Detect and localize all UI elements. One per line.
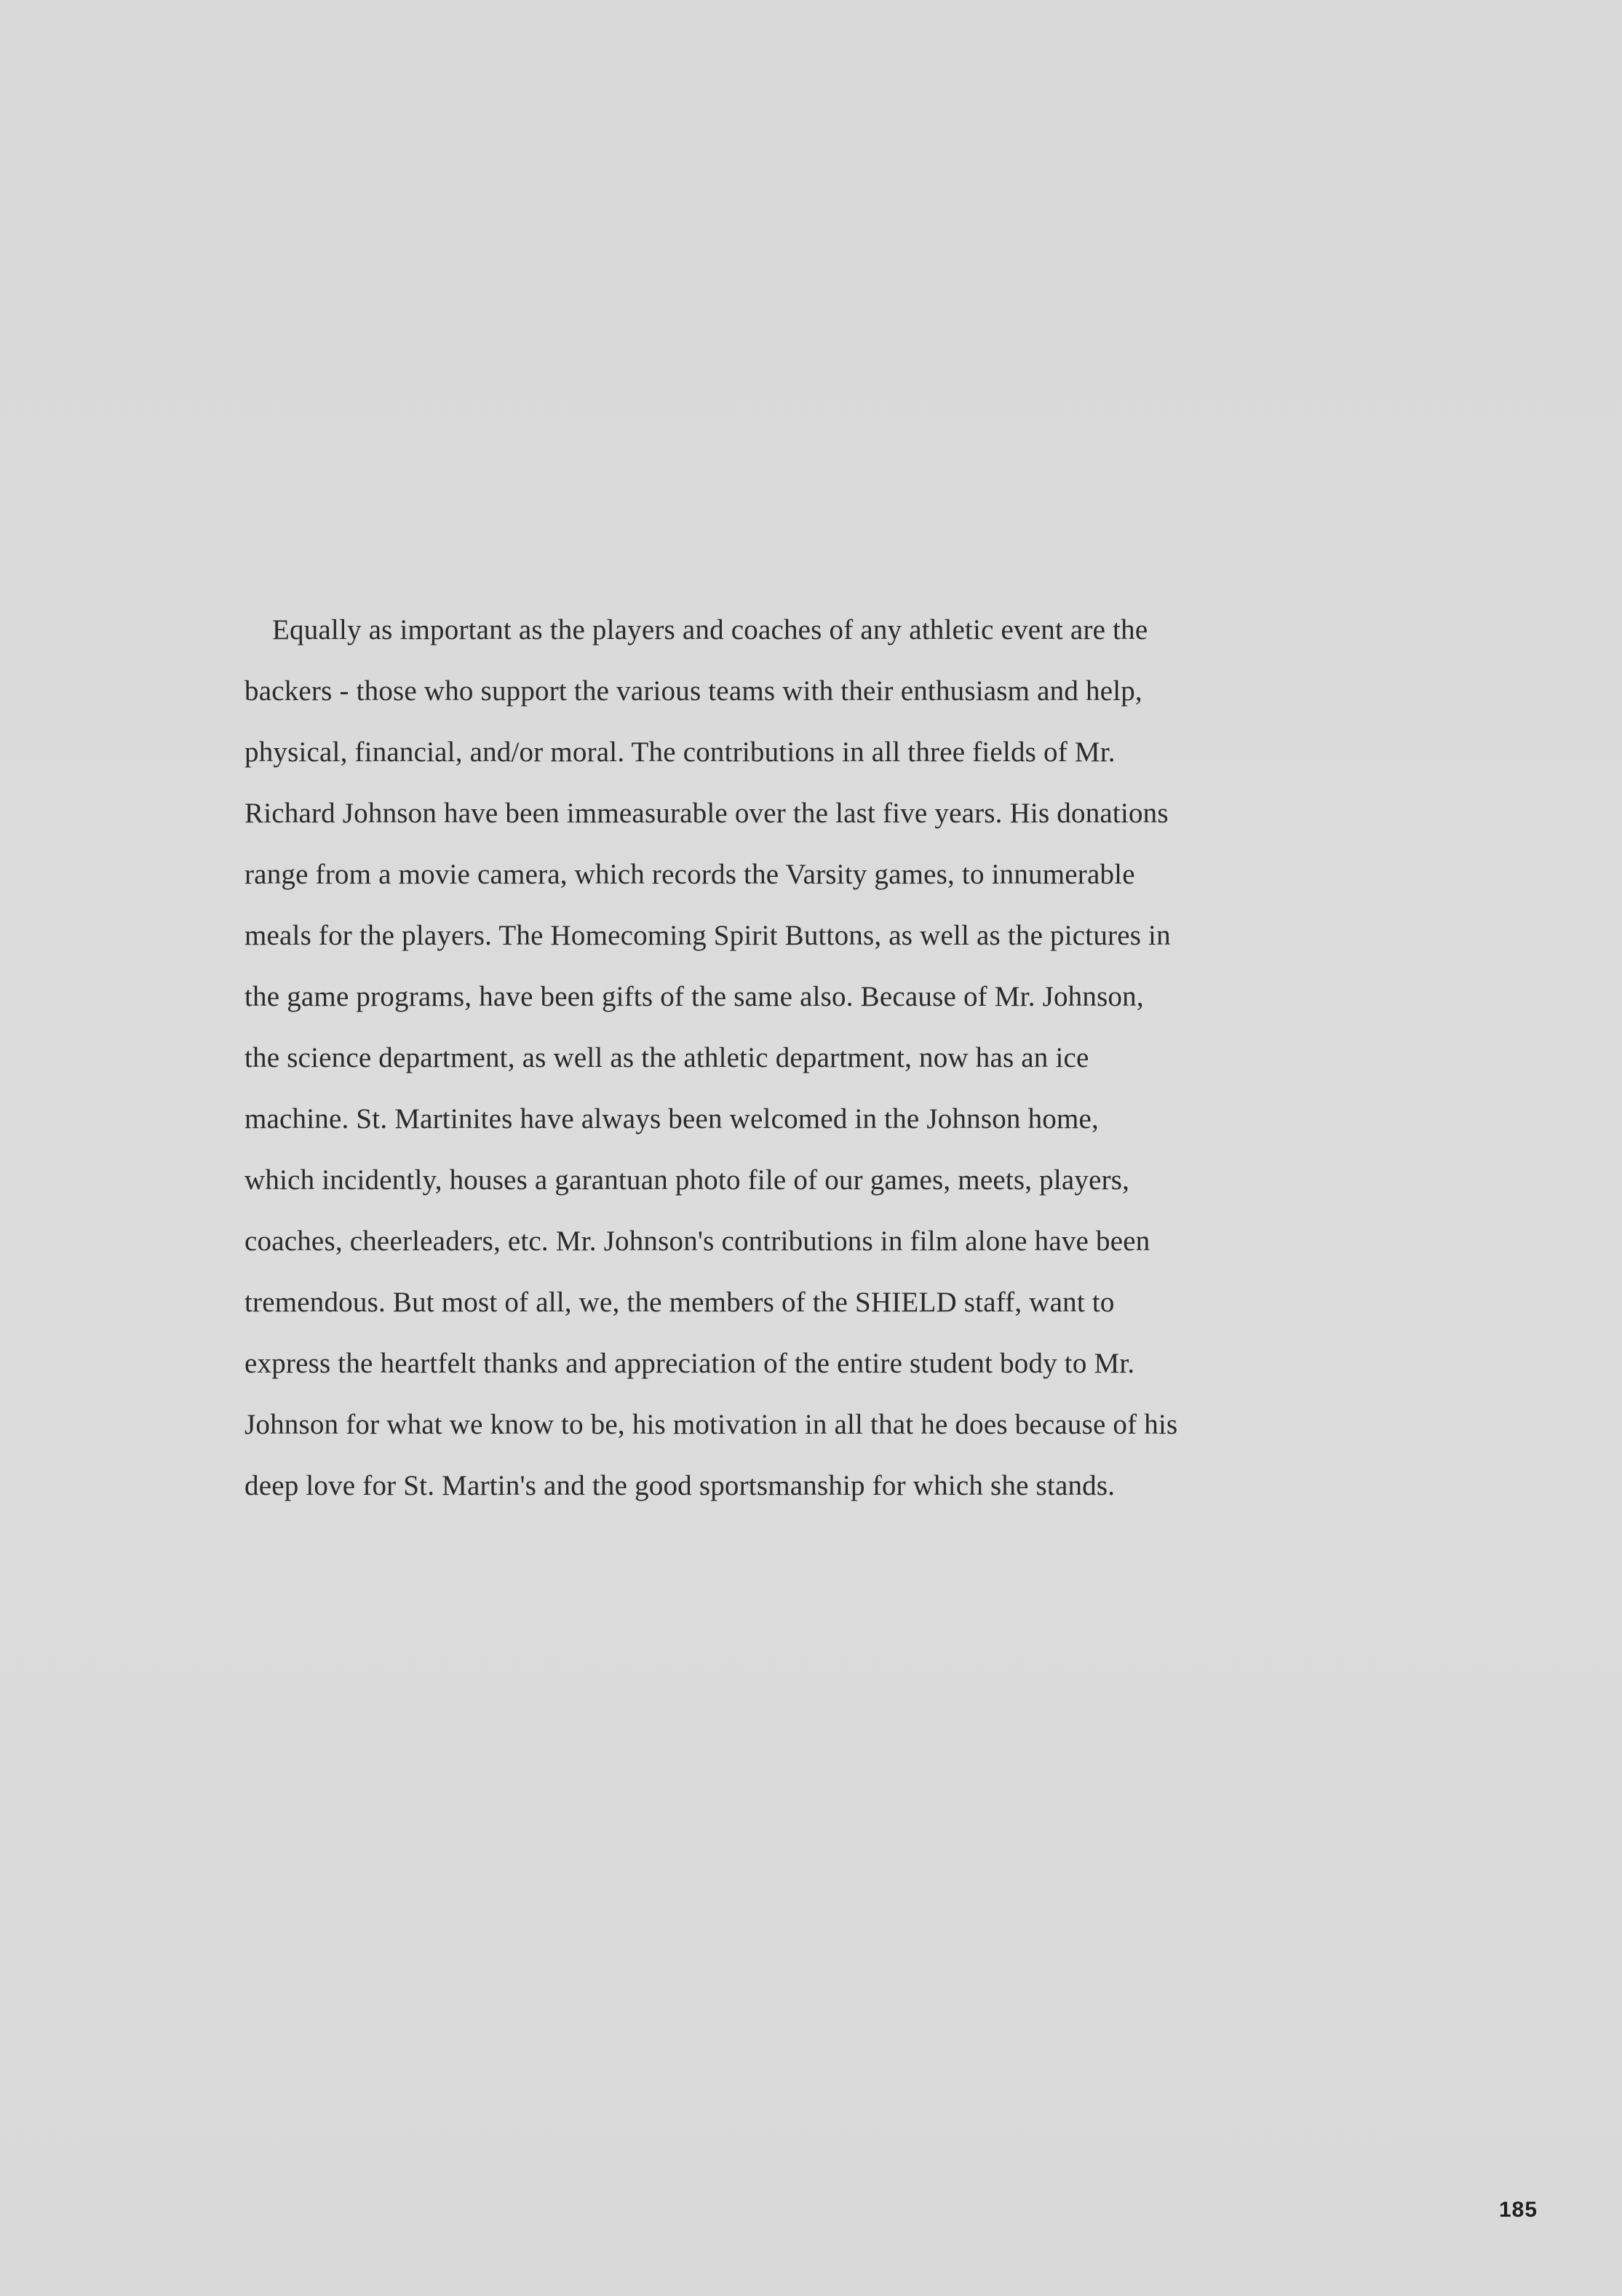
body-paragraph — [245, 610, 1321, 1527]
text-line: meals for the players. The Homecoming Spirit Buttons, as well as the pictures in — [245, 920, 1171, 951]
text-line: which incidently, houses a garantuan photo file of our games, meets, players, — [245, 1164, 1130, 1196]
text-line: machine. St. Martinites have always been welcomed in the Johnson home, — [245, 1103, 1099, 1135]
text-line: tremendous. But most of all, we, the members of the SHIELD staff, want to — [245, 1287, 1115, 1318]
text-line: coaches, cheerleaders, etc. Mr. Johnson's contributions in film alone have been — [245, 1226, 1150, 1257]
text-line: range from a movie camera, which records the Varsity games, to innumerable — [245, 859, 1135, 890]
page-number: 185 — [1499, 2198, 1538, 2222]
text-line: backers - those who support the various teams with their enthusiasm and help, — [245, 675, 1142, 707]
text-line: the science department, as well as the athletic department, now has an ice — [245, 1042, 1089, 1073]
text-line: physical, financial, and/or moral. The contributions in all three fields of Mr. — [245, 736, 1116, 768]
text-line: express the heartfelt thanks and appreciation of the entire student body to Mr. — [245, 1348, 1135, 1379]
text-line: deep love for St. Martin's and the good sportsmanship for which she stands. — [245, 1470, 1116, 1501]
text-line: Johnson for what we know to be, his motivation in all that he does because of his — [245, 1409, 1178, 1440]
text-line: Richard Johnson have been immeasurable over the last five years. His donations — [245, 798, 1169, 829]
text-line: the game programs, have been gifts of the same also. Because of Mr. Johnson, — [245, 981, 1144, 1012]
text-line: Equally as important as the players and coaches of any athletic event are the — [272, 614, 1148, 645]
